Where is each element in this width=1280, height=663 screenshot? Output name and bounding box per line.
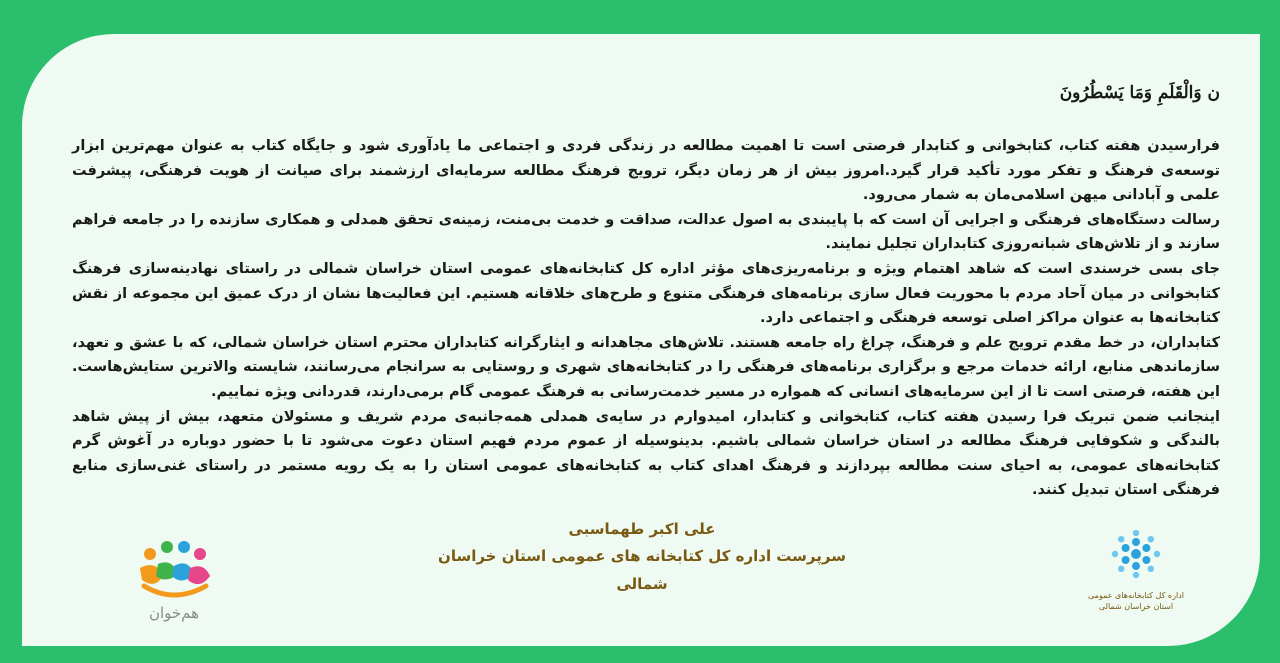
library-office-label: اداره کل کتابخانه‌های عمومی استان خراسان شمالی bbox=[1088, 591, 1184, 611]
paragraph-1: فرارسیدن هفته کتاب، کتابخوانی و کتابدار فرصتی است تا اهمیت مطالعه در زندگی فردی و اجتماعی ما یادآوری شود و جایگاه کتاب به عنوان مهم‌ترین ابزار توسعه‌ی فرهنگ و تفکر مورد تأکید قرار گیرد.امروز بیش از هر زمان دیگر، ترویج فرهنگ مطالعه سرمایه‌ای ارزشمند برای صیانت از هویت فرهنگی، پیشرفت علمی و آبادانی میهن اسلامی‌مان به شمار می‌رود. bbox=[72, 138, 1220, 204]
signatory-title: سرپرست اداره کل کتابخانه های عمومی استان خراسان شمالی bbox=[438, 547, 846, 593]
message-body bbox=[72, 80, 1220, 503]
message-card bbox=[22, 34, 1260, 646]
signatory-name: علی اکبر طهماسبی bbox=[568, 520, 716, 538]
paragraph-4: کتابداران، در خط مقدم ترویج علم و فرهنگ، چراغ راه جامعه هستند. تلاش‌های مجاهدانه و ایثارگرانه کتابداران محترم استان خراسان شمالی، که با عشق و تعهد، سازماندهی منابع، ارائه خدمات مرجع و برگزاری برنامه‌های فرهنگی را در کتابخانه‌های شهری و روستایی به سرانجام می‌رسانند، شایسته والاترین ستایش‌هاست. این هفته، فرصتی است تا از این سرمایه‌های انسانی که همواره در مسیر خدمت‌رسانی به فرهنگ عمومی گام برمی‌دارند، قدردانی ویژه نماییم. bbox=[72, 334, 1220, 400]
hamkhan-logo bbox=[134, 540, 214, 630]
library-office-logo bbox=[1084, 530, 1188, 630]
paragraph-3: جای بسی خرسندی است که شاهد اهتمام ویژه و برنامه‌ریزی‌های مؤثر اداره کل کتابخانه‌های عمومی استان خراسان شمالی در راستای نهادینه‌سازی فرهنگ کتابخوانی در میان آحاد مردم با محوریت فعال سازی برنامه‌های فرهنگی متنوع و طرح‌های خلاقانه هستیم. این فعالیت‌ها نشان از درک عمیق این مجموعه از نقش کتابخانه‌ها به عنوان مراکز اصلی توسعه فرهنگی و اجتماعی دارد. bbox=[72, 260, 1220, 327]
paragraph-2: رسالت دستگاه‌های فرهنگی و اجرایی آن است که با پایبندی به اصول عدالت، صداقت و خدمت بی‌منت، زمینه‌ی تحقق همدلی و همکاری سازنده را در جامعه فراهم سازند و از تلاش‌های شبانه‌روزی کتابداران تجلیل نمایند. bbox=[72, 211, 1220, 253]
people-circle-icon bbox=[134, 540, 214, 602]
signature-block bbox=[422, 516, 862, 598]
paragraph-5: اینجانب ضمن تبریک فرا رسیدن هفته کتاب، کتابخوانی و کتابدار، امیدوارم در سایه‌ی همدلی همه‌جانبه‌ی مردم شریف و مسئولان متعهد، بیش از پیش شاهد بالندگی و شکوفایی فرهنگ مطالعه در استان خراسان شمالی باشیم. بدینوسیله از عموم مردم فهیم استان دعوت می‌شود تا با حضور دوباره در آغوش گرم کتابخانه‌های عمومی، به احیای سنت مطالعه بپردازند و فرهنگ اهدای کتاب به کتابخانه‌های عمومی استان را به یک رویه مستمر در راستای غنی‌سازی منابع فرهنگی استان تبدیل کنند. bbox=[72, 408, 1220, 499]
library-emblem-icon bbox=[1084, 530, 1188, 588]
quran-verse: ن وَالْقَلَمِ وَمَا يَسْطُرُونَ bbox=[1059, 83, 1220, 103]
hamkhan-label: هم‌خوان bbox=[148, 604, 200, 622]
